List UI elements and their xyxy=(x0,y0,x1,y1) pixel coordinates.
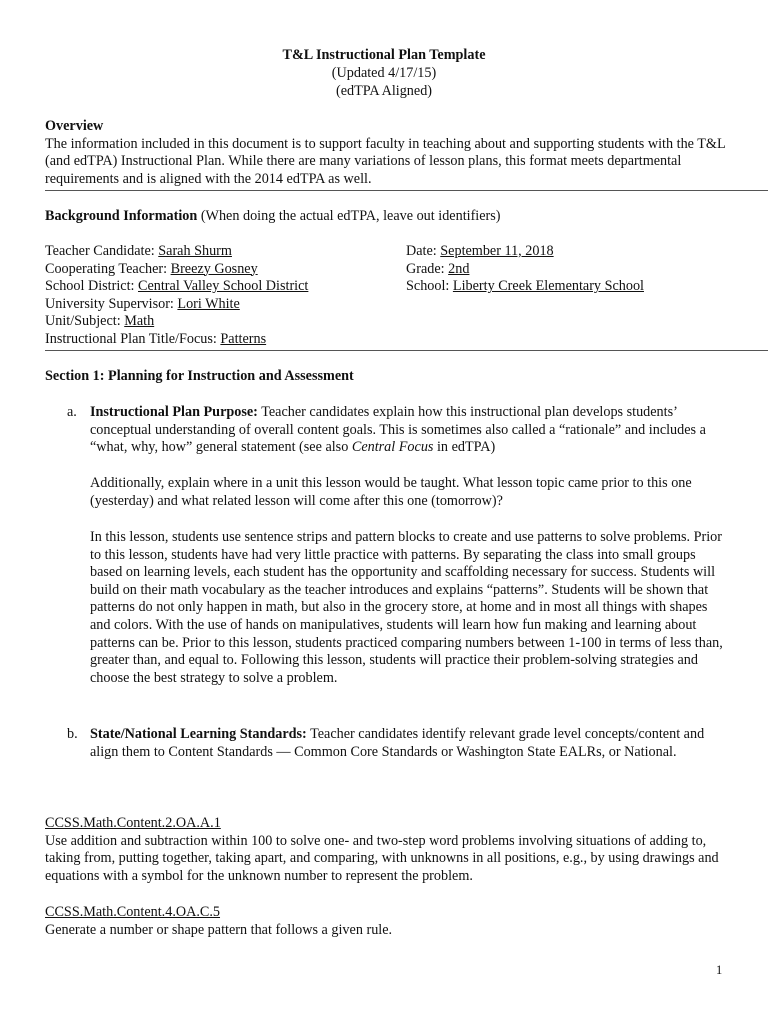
unit-subject-value: Math xyxy=(124,313,155,330)
item-a-text-2: in edTPA) xyxy=(433,439,496,456)
background-left-column xyxy=(45,243,395,349)
item-b-text: Teacher candidates identify relevant grade level concepts/content and align them to Content Standards — Common Core Standards or Washington State EALRs, or National. xyxy=(90,726,705,760)
item-b-prompt xyxy=(90,726,730,761)
divider-background xyxy=(45,350,768,351)
university-supervisor-row xyxy=(45,296,395,314)
overview-heading: Overview xyxy=(45,118,104,134)
item-b-standards xyxy=(90,726,730,761)
item-a-text-1: Teacher candidates explain how this instructional plan develops students’ conceptual understanding of overall content goals. This is sometimes also called a “rationale” and includes a “what, why, how” general statement (see also xyxy=(90,404,706,456)
standard-text: Generate a number or shape pattern that follows a given rule. xyxy=(45,921,393,938)
date-label: Date: xyxy=(406,243,441,259)
edtpa-note: (edTPA Aligned) xyxy=(335,82,433,99)
cooperating-teacher-label: Cooperating Teacher: xyxy=(45,260,171,277)
overview-section xyxy=(45,118,745,188)
teacher-candidate-label: Teacher Candidate: xyxy=(45,243,159,259)
grade-row xyxy=(406,261,746,279)
school-district-row xyxy=(45,278,395,296)
cooperating-teacher-value: Breezy Gosney xyxy=(170,260,258,277)
updated-note: (Updated 4/17/15) xyxy=(331,64,437,81)
teacher-candidate-row xyxy=(45,243,395,261)
unit-subject-row xyxy=(45,313,395,331)
divider-overview xyxy=(45,190,768,191)
standard-text: Use addition and subtraction within 100 to solve one- and two-step word problems involving situations of adding to, taking from, putting together, taking apart, and comparing, with unknowns in all positions, e.g., by using drawings and equations with a symbol for the unknown number to represent the problem. xyxy=(45,832,719,884)
university-supervisor-label: University Supervisor: xyxy=(45,295,178,312)
teacher-candidate-value: Sarah Shurm xyxy=(158,243,232,259)
item-a-text-italic: Central Focus xyxy=(351,439,434,456)
cooperating-teacher-row xyxy=(45,261,395,279)
date-row xyxy=(406,243,746,261)
school-label: School: xyxy=(406,278,453,295)
item-a-response: In this lesson, students use sentence strips and pattern blocks to create and use patterns to solve problems. Prior to this lesson, students have had very little practice with patterns. By separating the class into small groups based on learning levels, each student has the opportunity and scaffolding necessary for success. Students will build on their math vocabulary as the teacher introduces and explains “patterns”. Students will be shown that patterns do not only happen in math, but also in the grocery store, at home and in most all things with shapes and colors. With the use of hands on manipulatives, students will learn how fun making and learning about patterns can be. Prior to this lesson, students practiced comparing numbers between 1-100 in terms of less than, greater than, and equal to. Following this lesson, students will practice their problem-solving strategies and choose the best strategy to solve a problem. xyxy=(90,529,723,686)
plan-title-value: Patterns xyxy=(220,330,267,347)
grade-label: Grade: xyxy=(406,260,449,277)
grade-value: 2nd xyxy=(448,260,470,277)
school-district-label: School District: xyxy=(45,278,139,295)
background-right-column xyxy=(406,243,746,296)
item-a-marker: a. xyxy=(67,404,77,420)
university-supervisor-value: Lori White xyxy=(177,295,240,312)
standard-1 xyxy=(45,815,745,885)
document-title: T&L Instructional Plan Template xyxy=(282,47,486,63)
background-note: (When doing the actual edTPA, leave out identifiers) xyxy=(197,208,501,224)
school-row xyxy=(406,278,746,296)
item-b-label: State/National Learning Standards: xyxy=(90,726,307,742)
standard-2 xyxy=(45,904,745,939)
section1-heading: Section 1: Planning for Instruction and Assessment xyxy=(45,368,354,384)
overview-text: The information included in this document is to support faculty in teaching about and supporting students with the T&L (and edTPA) Instructional Plan. While there are many variations of lesson plans, this format meets departmental requirements and is aligned with the 2014 edTPA as well. xyxy=(45,135,726,187)
item-a-label: Instructional Plan Purpose: xyxy=(90,404,258,420)
unit-subject-label: Unit/Subject: xyxy=(45,313,125,330)
school-value: Liberty Creek Elementary School xyxy=(452,278,644,295)
school-district-value: Central Valley School District xyxy=(138,278,309,295)
item-a-purpose xyxy=(90,404,730,457)
item-a-additional: Additionally, explain where in a unit this lesson would be taught. What lesson topic came prior to this one (yesterday) and what related lesson will come after this one (tomorrow)? xyxy=(90,475,692,509)
item-b-marker: b. xyxy=(67,726,78,742)
date-value: September 11, 2018 xyxy=(440,243,554,259)
standard-code: CCSS.Math.Content.2.OA.A.1 xyxy=(45,815,221,831)
background-heading: Background Information xyxy=(45,208,198,224)
page-number: 1 xyxy=(716,963,723,977)
plan-title-label: Instructional Plan Title/Focus: xyxy=(45,330,221,347)
item-a-prompt xyxy=(90,404,730,457)
plan-title-row xyxy=(45,331,395,349)
document-header xyxy=(0,47,768,100)
background-heading-line xyxy=(45,208,745,226)
standard-code: CCSS.Math.Content.4.OA.C.5 xyxy=(45,904,221,920)
